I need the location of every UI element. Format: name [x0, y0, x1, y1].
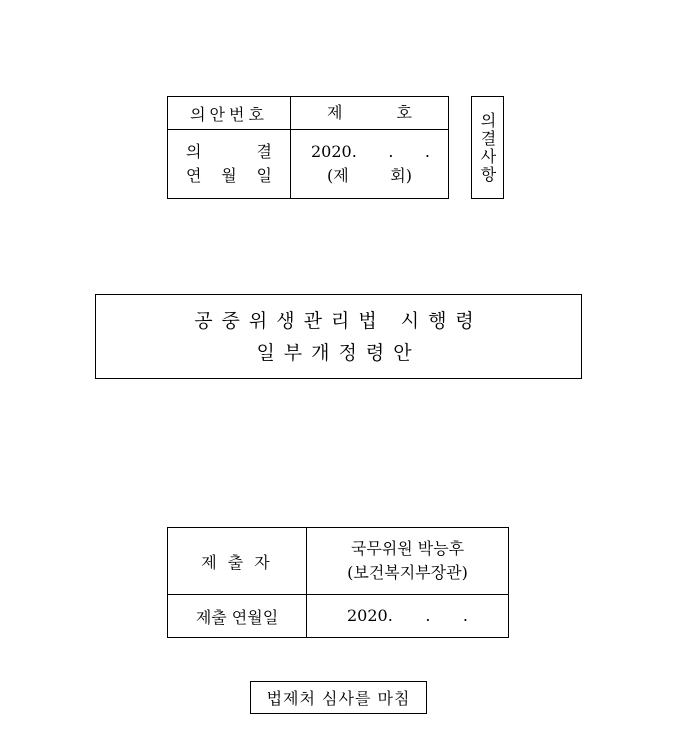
decision-date-label [168, 130, 291, 199]
bill-number-label [168, 97, 291, 130]
date-label-char: 월 [221, 166, 237, 185]
session-suffix: 회) [390, 166, 412, 185]
decision-month-dot: . [388, 142, 394, 161]
bill-info-table [167, 96, 449, 199]
review-stamp-text: 법제처 심사를 마침 [266, 689, 411, 708]
submission-month-dot: . [425, 606, 431, 625]
decision-label-char: 의 [186, 142, 202, 161]
bill-number-value [291, 97, 449, 130]
submitter-name: 국무위원 박능후 [350, 539, 465, 558]
decision-matters-label: 의결사항 [478, 111, 497, 184]
decision-matters-box [471, 96, 504, 199]
document-title-box [95, 294, 582, 379]
decision-day-dot: . [424, 142, 430, 161]
review-stamp-box [250, 681, 427, 714]
document-title-line1: 공중위생관리법 시행령 [194, 309, 483, 332]
bill-number-prefix: 제 [327, 103, 343, 122]
submission-date-value [307, 595, 509, 638]
decision-label-char: 결 [256, 142, 272, 161]
submitter-label [168, 528, 307, 595]
bill-number-label-text: 의안번호 [190, 104, 268, 124]
bill-number-suffix: 호 [396, 103, 412, 122]
submission-date-label [168, 595, 307, 638]
session-prefix: (제 [327, 166, 349, 185]
submission-year: 2020. [347, 606, 393, 625]
date-label-char: 연 [186, 166, 202, 185]
decision-year: 2020. [311, 142, 357, 161]
submitter-value [307, 528, 509, 595]
submission-date-label-text: 제출 연월일 [195, 607, 279, 627]
document-title-line2: 일부개정령안 [256, 341, 421, 364]
decision-date-value [291, 130, 449, 199]
submitter-label-text: 제 출 자 [201, 552, 273, 572]
submission-table [167, 527, 509, 638]
submission-day-dot: . [462, 606, 468, 625]
date-label-char: 일 [256, 166, 272, 185]
submitter-title: (보건복지부장관) [347, 563, 468, 582]
